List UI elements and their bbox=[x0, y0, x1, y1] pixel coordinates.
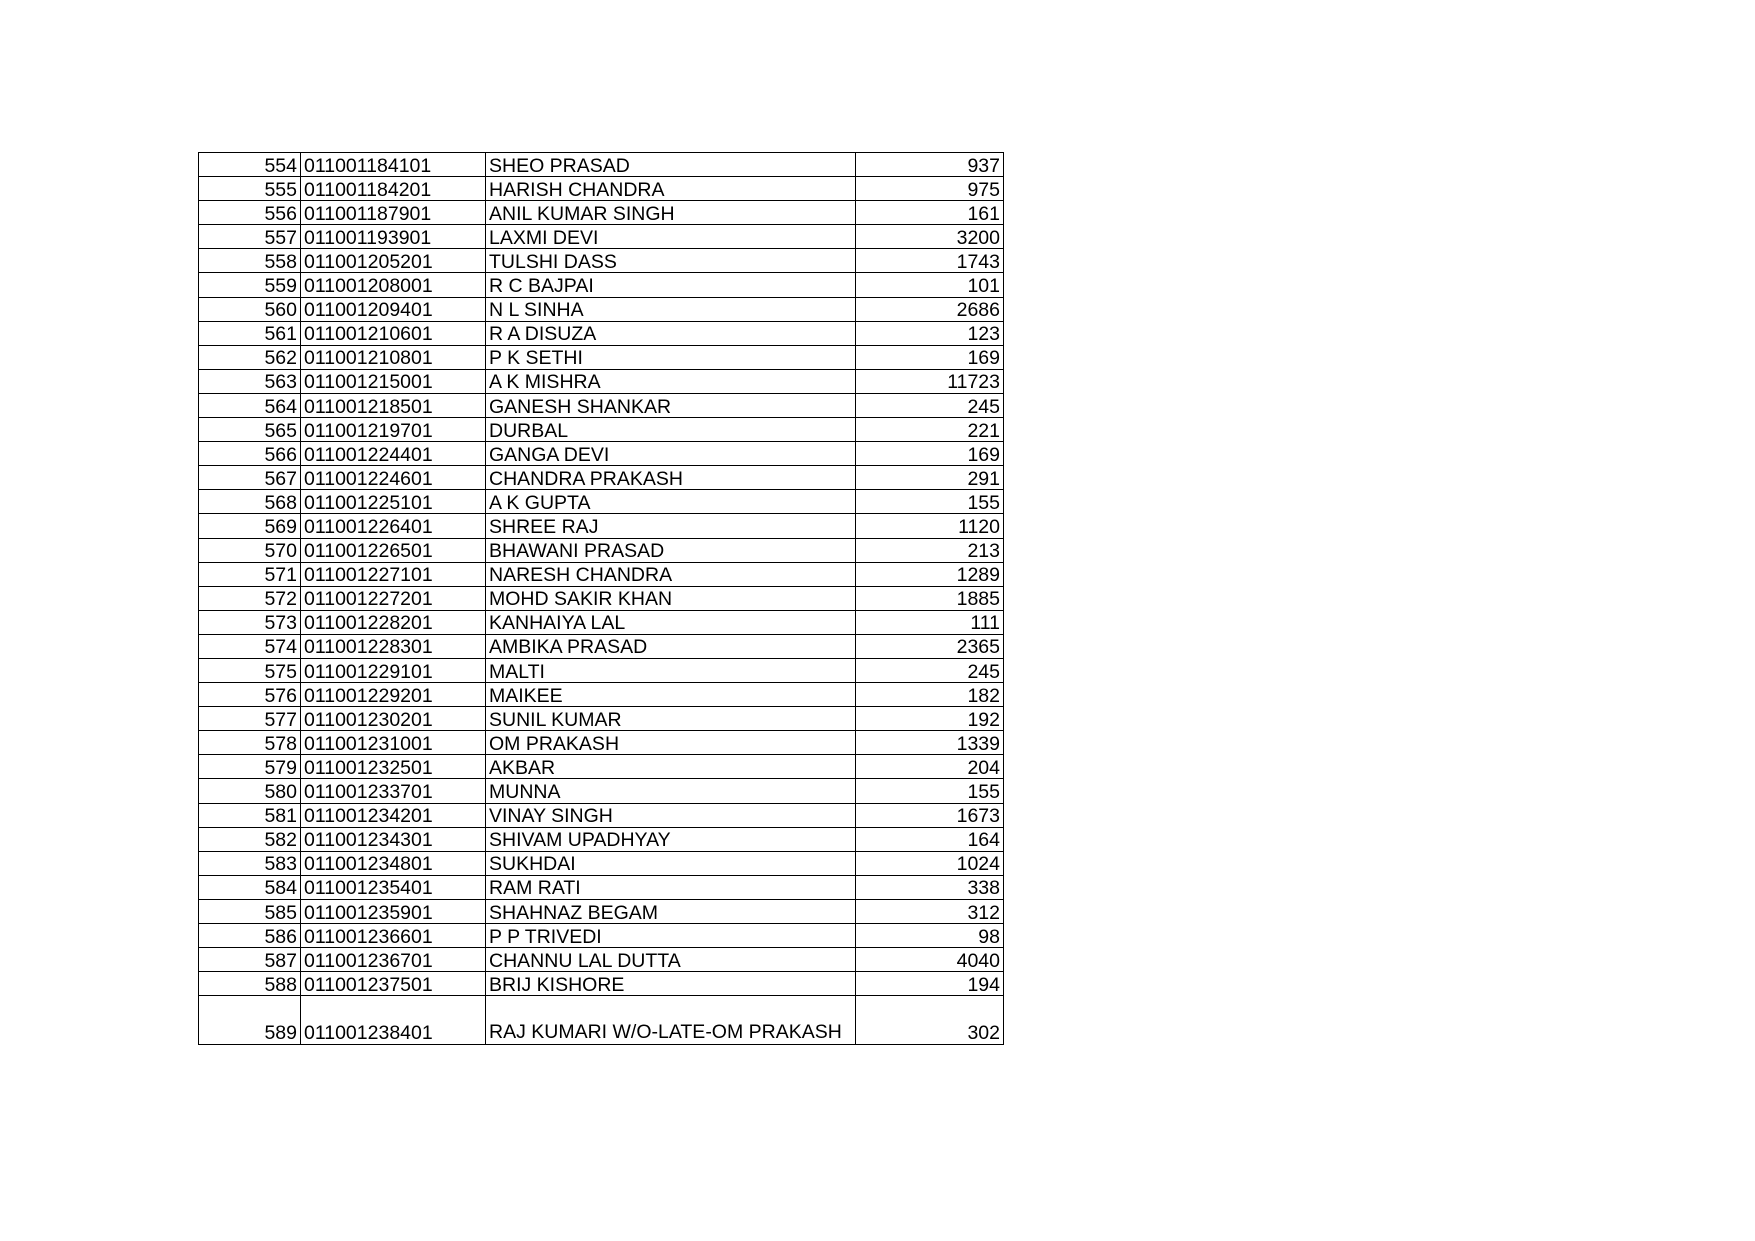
account-number-cell: 011001184201 bbox=[301, 177, 486, 201]
serial-number-cell: 556 bbox=[199, 201, 301, 225]
holder-name-cell: P P TRIVEDI bbox=[486, 924, 856, 948]
account-number-cell: 011001193901 bbox=[301, 225, 486, 249]
account-number-cell: 011001209401 bbox=[301, 297, 486, 321]
amount-cell: 101 bbox=[856, 273, 1004, 297]
account-number-cell: 011001234301 bbox=[301, 827, 486, 851]
serial-number-cell: 557 bbox=[199, 225, 301, 249]
amount-cell: 204 bbox=[856, 755, 1004, 779]
amount-cell: 213 bbox=[856, 538, 1004, 562]
table-row bbox=[199, 538, 1004, 562]
serial-number-cell: 565 bbox=[199, 418, 301, 442]
serial-number-cell: 583 bbox=[199, 851, 301, 875]
serial-number-cell: 566 bbox=[199, 442, 301, 466]
table-row bbox=[199, 996, 1004, 1045]
table-row bbox=[199, 948, 1004, 972]
table-row bbox=[199, 321, 1004, 345]
serial-number-cell: 570 bbox=[199, 538, 301, 562]
serial-number-cell: 581 bbox=[199, 803, 301, 827]
holder-name-cell: N L SINHA bbox=[486, 297, 856, 321]
account-number-cell: 011001231001 bbox=[301, 731, 486, 755]
account-number-cell: 011001235401 bbox=[301, 875, 486, 899]
account-number-cell: 011001187901 bbox=[301, 201, 486, 225]
records-table bbox=[198, 152, 1004, 1045]
account-number-cell: 011001219701 bbox=[301, 418, 486, 442]
table-row bbox=[199, 851, 1004, 875]
amount-cell: 2365 bbox=[856, 634, 1004, 658]
holder-name-cell: NARESH CHANDRA bbox=[486, 562, 856, 586]
table-row bbox=[199, 707, 1004, 731]
holder-name-cell: SHEO PRASAD bbox=[486, 153, 856, 177]
account-number-cell: 011001208001 bbox=[301, 273, 486, 297]
holder-name-cell: SHIVAM UPADHYAY bbox=[486, 827, 856, 851]
records-table-body bbox=[199, 153, 1004, 1045]
account-number-cell: 011001229201 bbox=[301, 683, 486, 707]
holder-name-cell: MAIKEE bbox=[486, 683, 856, 707]
amount-cell: 1024 bbox=[856, 851, 1004, 875]
account-number-cell: 011001233701 bbox=[301, 779, 486, 803]
holder-name-cell: HARISH CHANDRA bbox=[486, 177, 856, 201]
serial-number-cell: 588 bbox=[199, 972, 301, 996]
table-row bbox=[199, 442, 1004, 466]
serial-number-cell: 569 bbox=[199, 514, 301, 538]
holder-name-cell: GANESH SHANKAR bbox=[486, 393, 856, 417]
table-row bbox=[199, 924, 1004, 948]
account-number-cell: 011001228301 bbox=[301, 634, 486, 658]
amount-cell: 1289 bbox=[856, 562, 1004, 586]
table-row bbox=[199, 369, 1004, 393]
table-row bbox=[199, 345, 1004, 369]
table-row bbox=[199, 899, 1004, 923]
serial-number-cell: 572 bbox=[199, 586, 301, 610]
table-row bbox=[199, 418, 1004, 442]
account-number-cell: 011001210801 bbox=[301, 345, 486, 369]
table-row bbox=[199, 658, 1004, 682]
holder-name-cell: TULSHI DASS bbox=[486, 249, 856, 273]
account-number-cell: 011001229101 bbox=[301, 658, 486, 682]
holder-name-cell: SHREE RAJ bbox=[486, 514, 856, 538]
holder-name-cell: MALTI bbox=[486, 658, 856, 682]
serial-number-cell: 573 bbox=[199, 610, 301, 634]
account-number-cell: 011001236601 bbox=[301, 924, 486, 948]
amount-cell: 155 bbox=[856, 779, 1004, 803]
serial-number-cell: 560 bbox=[199, 297, 301, 321]
holder-name-cell: A K MISHRA bbox=[486, 369, 856, 393]
account-number-cell: 011001224601 bbox=[301, 466, 486, 490]
amount-cell: 11723 bbox=[856, 369, 1004, 393]
amount-cell: 312 bbox=[856, 899, 1004, 923]
amount-cell: 1673 bbox=[856, 803, 1004, 827]
account-number-cell: 011001236701 bbox=[301, 948, 486, 972]
holder-name-cell: ANIL KUMAR SINGH bbox=[486, 201, 856, 225]
amount-cell: 1339 bbox=[856, 731, 1004, 755]
amount-cell: 111 bbox=[856, 610, 1004, 634]
holder-name-cell: MUNNA bbox=[486, 779, 856, 803]
table-row bbox=[199, 875, 1004, 899]
holder-name-cell: P K SETHI bbox=[486, 345, 856, 369]
table-row bbox=[199, 466, 1004, 490]
amount-cell: 1120 bbox=[856, 514, 1004, 538]
serial-number-cell: 571 bbox=[199, 562, 301, 586]
amount-cell: 123 bbox=[856, 321, 1004, 345]
amount-cell: 975 bbox=[856, 177, 1004, 201]
table-row bbox=[199, 177, 1004, 201]
table-row bbox=[199, 586, 1004, 610]
amount-cell: 245 bbox=[856, 658, 1004, 682]
serial-number-cell: 561 bbox=[199, 321, 301, 345]
serial-number-cell: 577 bbox=[199, 707, 301, 731]
holder-name-cell: RAJ KUMARI W/O-LATE-OM PRAKASH bbox=[486, 996, 856, 1045]
amount-cell: 182 bbox=[856, 683, 1004, 707]
amount-cell: 291 bbox=[856, 466, 1004, 490]
account-number-cell: 011001218501 bbox=[301, 393, 486, 417]
table-row bbox=[199, 779, 1004, 803]
holder-name-cell: SHAHNAZ BEGAM bbox=[486, 899, 856, 923]
holder-name-cell: RAM RATI bbox=[486, 875, 856, 899]
account-number-cell: 011001225101 bbox=[301, 490, 486, 514]
amount-cell: 4040 bbox=[856, 948, 1004, 972]
serial-number-cell: 574 bbox=[199, 634, 301, 658]
account-number-cell: 011001235901 bbox=[301, 899, 486, 923]
amount-cell: 155 bbox=[856, 490, 1004, 514]
account-number-cell: 011001226401 bbox=[301, 514, 486, 538]
amount-cell: 161 bbox=[856, 201, 1004, 225]
account-number-cell: 011001234201 bbox=[301, 803, 486, 827]
serial-number-cell: 579 bbox=[199, 755, 301, 779]
table-row bbox=[199, 731, 1004, 755]
holder-name-cell: R C BAJPAI bbox=[486, 273, 856, 297]
serial-number-cell: 580 bbox=[199, 779, 301, 803]
amount-cell: 1885 bbox=[856, 586, 1004, 610]
table-row bbox=[199, 610, 1004, 634]
serial-number-cell: 555 bbox=[199, 177, 301, 201]
amount-cell: 169 bbox=[856, 442, 1004, 466]
account-number-cell: 011001238401 bbox=[301, 996, 486, 1045]
holder-name-cell: CHANNU LAL DUTTA bbox=[486, 948, 856, 972]
table-row bbox=[199, 153, 1004, 177]
holder-name-cell: BHAWANI PRASAD bbox=[486, 538, 856, 562]
holder-name-cell: AKBAR bbox=[486, 755, 856, 779]
serial-number-cell: 584 bbox=[199, 875, 301, 899]
holder-name-cell: VINAY SINGH bbox=[486, 803, 856, 827]
holder-name-cell: A K GUPTA bbox=[486, 490, 856, 514]
account-number-cell: 011001184101 bbox=[301, 153, 486, 177]
serial-number-cell: 575 bbox=[199, 658, 301, 682]
table-row bbox=[199, 562, 1004, 586]
holder-name-cell: GANGA DEVI bbox=[486, 442, 856, 466]
account-number-cell: 011001210601 bbox=[301, 321, 486, 345]
table-row bbox=[199, 297, 1004, 321]
amount-cell: 98 bbox=[856, 924, 1004, 948]
serial-number-cell: 578 bbox=[199, 731, 301, 755]
amount-cell: 3200 bbox=[856, 225, 1004, 249]
account-number-cell: 011001232501 bbox=[301, 755, 486, 779]
serial-number-cell: 585 bbox=[199, 899, 301, 923]
table-row bbox=[199, 273, 1004, 297]
holder-name-cell: LAXMI DEVI bbox=[486, 225, 856, 249]
serial-number-cell: 567 bbox=[199, 466, 301, 490]
holder-name-cell: R A DISUZA bbox=[486, 321, 856, 345]
table-row bbox=[199, 490, 1004, 514]
serial-number-cell: 562 bbox=[199, 345, 301, 369]
holder-name-cell: DURBAL bbox=[486, 418, 856, 442]
holder-name-cell: BRIJ KISHORE bbox=[486, 972, 856, 996]
account-number-cell: 011001215001 bbox=[301, 369, 486, 393]
serial-number-cell: 563 bbox=[199, 369, 301, 393]
serial-number-cell: 587 bbox=[199, 948, 301, 972]
serial-number-cell: 564 bbox=[199, 393, 301, 417]
amount-cell: 245 bbox=[856, 393, 1004, 417]
amount-cell: 221 bbox=[856, 418, 1004, 442]
serial-number-cell: 586 bbox=[199, 924, 301, 948]
table-row bbox=[199, 755, 1004, 779]
amount-cell: 1743 bbox=[856, 249, 1004, 273]
amount-cell: 2686 bbox=[856, 297, 1004, 321]
account-number-cell: 011001234801 bbox=[301, 851, 486, 875]
amount-cell: 194 bbox=[856, 972, 1004, 996]
account-number-cell: 011001230201 bbox=[301, 707, 486, 731]
table-row bbox=[199, 827, 1004, 851]
amount-cell: 192 bbox=[856, 707, 1004, 731]
serial-number-cell: 582 bbox=[199, 827, 301, 851]
table-row bbox=[199, 225, 1004, 249]
holder-name-cell: OM PRAKASH bbox=[486, 731, 856, 755]
account-number-cell: 011001237501 bbox=[301, 972, 486, 996]
table-row bbox=[199, 803, 1004, 827]
holder-name-cell: CHANDRA PRAKASH bbox=[486, 466, 856, 490]
amount-cell: 169 bbox=[856, 345, 1004, 369]
holder-name-cell: AMBIKA PRASAD bbox=[486, 634, 856, 658]
amount-cell: 302 bbox=[856, 996, 1004, 1045]
account-number-cell: 011001227201 bbox=[301, 586, 486, 610]
account-number-cell: 011001205201 bbox=[301, 249, 486, 273]
holder-name-cell: KANHAIYA LAL bbox=[486, 610, 856, 634]
account-number-cell: 011001227101 bbox=[301, 562, 486, 586]
holder-name-cell: SUNIL KUMAR bbox=[486, 707, 856, 731]
serial-number-cell: 558 bbox=[199, 249, 301, 273]
holder-name-cell: MOHD SAKIR KHAN bbox=[486, 586, 856, 610]
amount-cell: 937 bbox=[856, 153, 1004, 177]
account-number-cell: 011001228201 bbox=[301, 610, 486, 634]
table-row bbox=[199, 683, 1004, 707]
table-row bbox=[199, 393, 1004, 417]
serial-number-cell: 568 bbox=[199, 490, 301, 514]
account-number-cell: 011001224401 bbox=[301, 442, 486, 466]
table-row bbox=[199, 514, 1004, 538]
table-row bbox=[199, 249, 1004, 273]
account-number-cell: 011001226501 bbox=[301, 538, 486, 562]
serial-number-cell: 576 bbox=[199, 683, 301, 707]
table-row bbox=[199, 634, 1004, 658]
serial-number-cell: 554 bbox=[199, 153, 301, 177]
serial-number-cell: 589 bbox=[199, 996, 301, 1045]
table-row bbox=[199, 201, 1004, 225]
serial-number-cell: 559 bbox=[199, 273, 301, 297]
amount-cell: 164 bbox=[856, 827, 1004, 851]
table-row bbox=[199, 972, 1004, 996]
amount-cell: 338 bbox=[856, 875, 1004, 899]
holder-name-cell: SUKHDAI bbox=[486, 851, 856, 875]
